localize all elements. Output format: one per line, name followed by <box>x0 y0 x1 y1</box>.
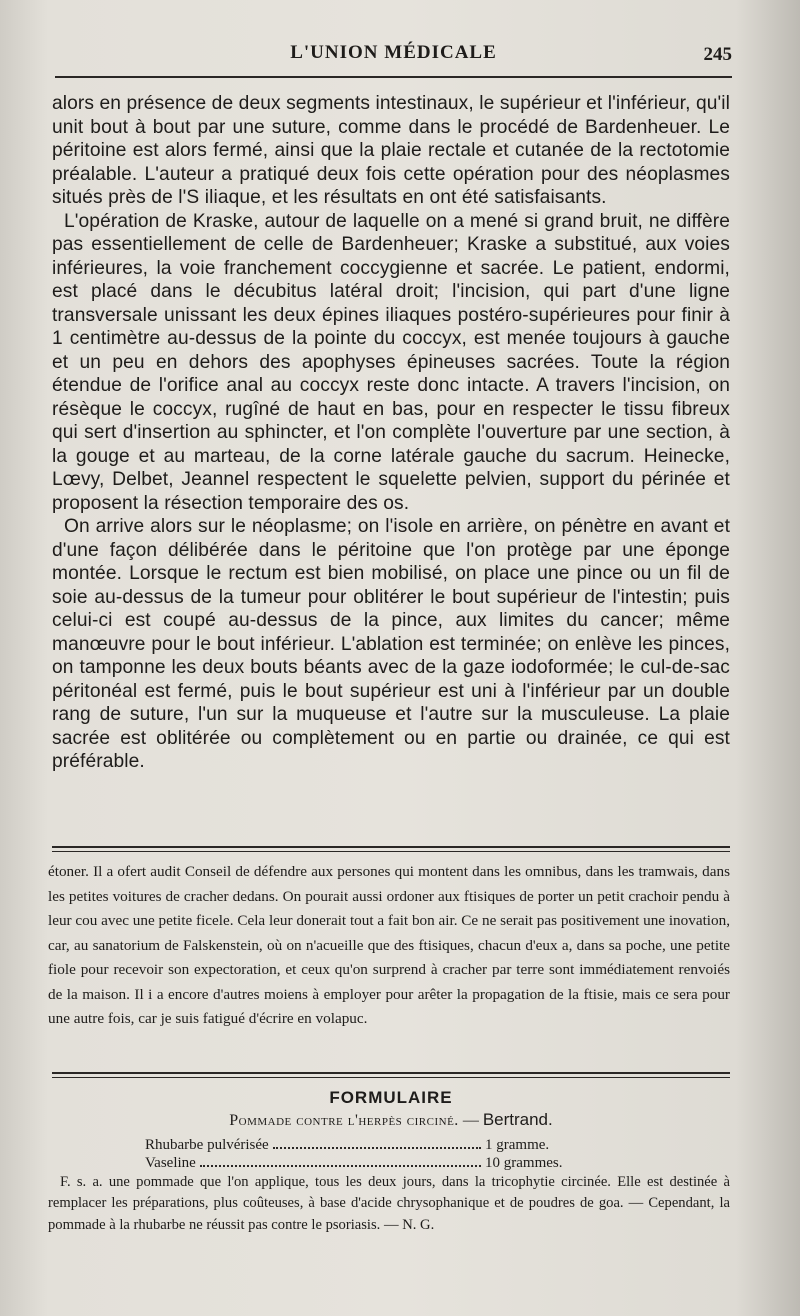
recipe-instructions <box>48 1172 730 1236</box>
ingredient-quantity: 10 grammes. <box>485 1155 563 1171</box>
instructions-text: F. s. a. une pommade que l'on applique, tous les deux jours, dans la tricophytie circinée. Elle est destinée à remplacer les préparations, plus coûteuses, à base d'acide chrysophanique et de poudres de goa. — Cependant, la pommade à la rhubarbe ne réussit pas contre le psoriasis. — N. G. <box>48 1174 730 1233</box>
dot-leader <box>273 1147 481 1149</box>
section-divider <box>52 846 730 852</box>
running-title: L'UNION MÉDICALE <box>290 42 497 63</box>
header-rule <box>55 76 732 78</box>
ingredient-quantity: 1 gramme. <box>485 1137 550 1153</box>
article-body <box>52 92 730 774</box>
dot-leader <box>200 1165 481 1167</box>
body-paragraph: alors en présence de deux segments intestinaux, le supérieur et l'inférieur, qu'il unit bout à bout par une suture, comme dans le procédé de Bardenheuer. Le péritoine est alors fermé, ainsi que la plaie rectale et cutanée de la rectotomie préalable. L'auteur a pratiqué deux fois cette opération pour des néoplasmes situés près de l'S iliaque, et les résultats en ont été satisfaisants. <box>52 93 730 208</box>
recipe-title <box>52 1110 730 1130</box>
ingredient-row <box>145 1136 605 1154</box>
formulaire-divider <box>52 1072 730 1078</box>
ingredient-row <box>145 1154 605 1172</box>
ingredient-name: Vaseline <box>145 1155 196 1171</box>
recipe-dash: — <box>458 1112 483 1129</box>
recipe-name: Pommade contre l'herpès circiné. <box>229 1112 459 1129</box>
body-paragraph: L'opération de Kraske, autour de laquelle on a mené si grand bruit, ne diffère pas essentiellement de celle de Bardenheuer; Kraske a substitué, aux voies inférieures, la voie franchement coccygienne et sacrée. Le patient, endormi, est placé dans le décubitus latéral droit; l'incision, qui part d'une ligne transversale unissant les deux épines iliaques postéro-supérieures pour finir à 1 centimètre au-dessus de la pointe du coccyx, est menée toujours à gauche et un peu en dehors des apophyses épineuses sacrées. Toute la région étendue de l'orifice anal au coccyx reste donc intacte. A travers l'incision, on résèque le coccyx, rugîné de haut en bas, pour en respecter le tissu fibreux qui sert d'insertion au sphincter, et l'on complète l'ouverture par une section, à la gouge et au marteau, de la corne latérale gauche du sacrum. Heinecke, Lœvy, Delbet, Jeannel respectent le squelette pelvien, support du périnée et proposent la résection temporaire des os. <box>52 210 730 514</box>
ingredient-name: Rhubarbe pulvérisée <box>145 1137 269 1153</box>
footnote <box>48 860 730 1032</box>
body-paragraph: On arrive alors sur le néoplasme; on l'isole en arrière, on pénètre en avant et d'une façon délibérée dans le péritoine que l'on protège par une éponge montée. Lorsque le rectum est bien mobilisé, on place une pince ou un fil de soie au-dessus de la tumeur pour oblitérer le bout supérieur de l'intestin; puis celui-ci est coupé au-dessus de la pince, aux limites du cancer; même manœuvre pour le bout inférieur. L'ablation est terminée; on enlève les pinces, on tamponne les deux bouts béants avec de la gaze iodoformée; le cul-de-sac péritonéal est fermé, puis le bout supérieur est uni à l'inférieur par un double rang de suture, l'un sur la muqueuse et l'autre sur la musculeuse. La plaie sacrée est oblitérée ou complètement ou en partie ou drainée, ce qui est préférable. <box>52 516 730 772</box>
recipe-author: Bertrand. <box>482 1110 553 1129</box>
page-number: 245 <box>703 44 732 65</box>
footnote-text: étoner. Il a ofert audit Conseil de défendre aux persones qui montent dans les omnibus, dans les tramwais, dans les petites voitures de cracher dedans. On pourait aussi ordoner aux ftisiques de porter un petit crachoir pendu à leur cou avec une petite ficele. Cela leur donerait tout a fait bon air. Ce ne serait pas positivement une inovation, car, au sanatorium de Falskenstein, où on n'acueille que des ftisiques, chacun d'eux a, dans sa poche, une petite fiole pour recevoir son expectoration, et ceux qu'on surprend à cracher par terre sont immédiatement renvoiés de la maison. Il i a encore d'autres moiens à employer pour arêter la propagation de la ftisie, mais ce sera pour une autre fois, car je suis fatigué d'écrire en volapuc. <box>48 863 730 1027</box>
page-header <box>55 42 732 72</box>
formulaire-heading: FORMULAIRE <box>329 1088 453 1107</box>
ingredient-list <box>145 1136 605 1172</box>
